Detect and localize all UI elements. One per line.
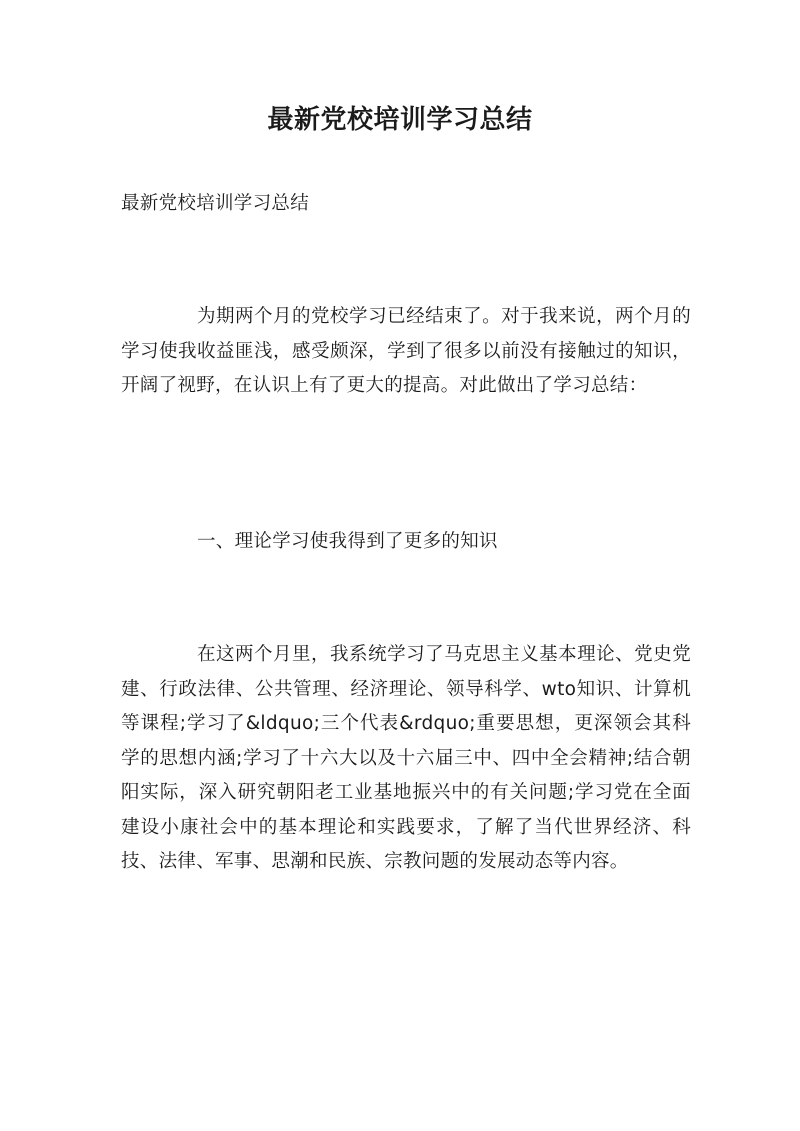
section-heading: 一、理论学习使我得到了更多的知识 [197,531,498,552]
body-paragraph: 在这两个月里，我系统学习了马克思主义基本理论、党史党建、行政法律、公共管理、经济理论、领导科学、wto知识、计算机等课程;学习了&ldquo;三个代表&rdquo;重要思想，更深领会其科学的思想内涵;学习了十六大以及十六届三中、四中全会精神;结合朝阳实际，深入研究朝阳老工业基地振兴中的有关问题;学习党在全面建设小康社会中的基本理论和实践要求，了解了当代世界经济、科技、法律、军事、思潮和民族、宗教问题的发展动态等内容。 [121,644,691,872]
intro-paragraph: 为期两个月的党校学习已经结束了。对于我来说，两个月的学习使我收益匪浅，感受颇深，学到了很多以前没有接触过的知识，开阔了视野，在认识上有了更大的提高。对此做出了学习总结： [121,306,691,396]
document-title: 最新党校培训学习总结 [267,105,533,135]
document-subtitle: 最新党校培训学习总结 [121,193,310,214]
